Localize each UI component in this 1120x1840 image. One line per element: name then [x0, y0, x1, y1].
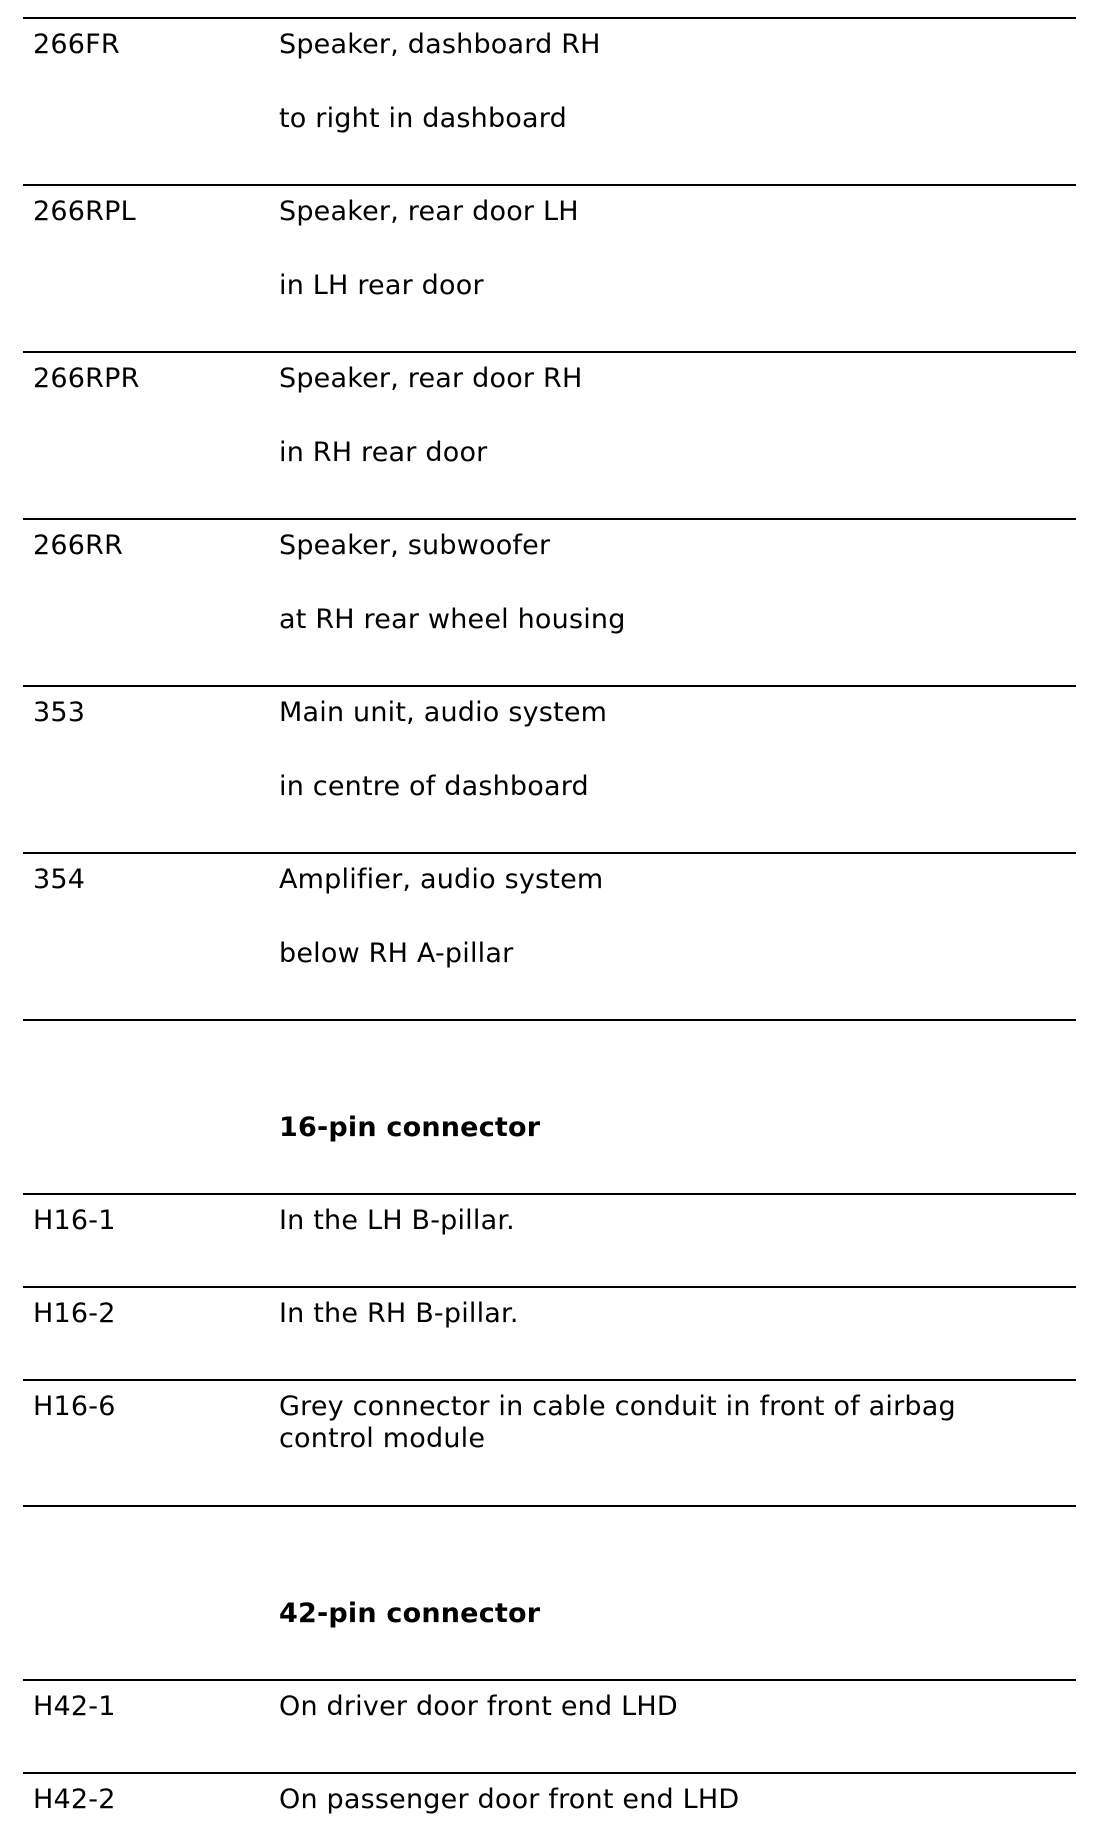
component-code: 266RPL	[33, 196, 136, 227]
component-name: Speaker, rear door LH	[279, 196, 579, 227]
component-name: Main unit, audio system	[279, 697, 608, 728]
connector-location: Grey connector in cable conduit in front of airbag control module	[279, 1391, 956, 1454]
connector-code: H42-2	[33, 1784, 116, 1815]
component-code: 266RPR	[33, 363, 140, 394]
table-divider	[23, 1019, 1076, 1021]
table-divider	[23, 1772, 1076, 1774]
connector-location: In the LH B-pillar.	[279, 1205, 515, 1236]
table-divider	[23, 184, 1076, 186]
table-divider	[23, 1379, 1076, 1381]
component-location: in centre of dashboard	[279, 771, 589, 802]
component-name: Speaker, dashboard RH	[279, 29, 601, 60]
connector-code: H16-1	[33, 1205, 116, 1236]
table-divider	[23, 1505, 1076, 1507]
component-code: 266RR	[33, 530, 124, 561]
component-location: below RH A-pillar	[279, 938, 514, 969]
connector-location: In the RH B-pillar.	[279, 1298, 519, 1329]
component-location: in LH rear door	[279, 270, 484, 301]
connector-code: H42-1	[33, 1691, 116, 1722]
component-code: 354	[33, 864, 86, 895]
connector-location: On driver door front end LHD	[279, 1691, 678, 1722]
table-divider	[23, 852, 1076, 854]
connector-code: H16-2	[33, 1298, 116, 1329]
component-name: Amplifier, audio system	[279, 864, 604, 895]
section-heading: 16-pin connector	[279, 1112, 541, 1143]
table-divider	[23, 1679, 1076, 1681]
connector-code: H16-6	[33, 1391, 116, 1422]
connector-location: On passenger door front end LHD	[279, 1784, 740, 1815]
component-location: at RH rear wheel housing	[279, 604, 626, 635]
component-location: in RH rear door	[279, 437, 488, 468]
table-divider	[23, 351, 1076, 353]
table-divider	[23, 17, 1076, 19]
section-heading: 42-pin connector	[279, 1598, 541, 1629]
component-location: to right in dashboard	[279, 103, 567, 134]
table-divider	[23, 1286, 1076, 1288]
component-name: Speaker, subwoofer	[279, 530, 551, 561]
component-name: Speaker, rear door RH	[279, 363, 583, 394]
table-divider	[23, 1193, 1076, 1195]
table-divider	[23, 518, 1076, 520]
component-code: 353	[33, 697, 86, 728]
component-code: 266FR	[33, 29, 120, 60]
table-divider	[23, 685, 1076, 687]
